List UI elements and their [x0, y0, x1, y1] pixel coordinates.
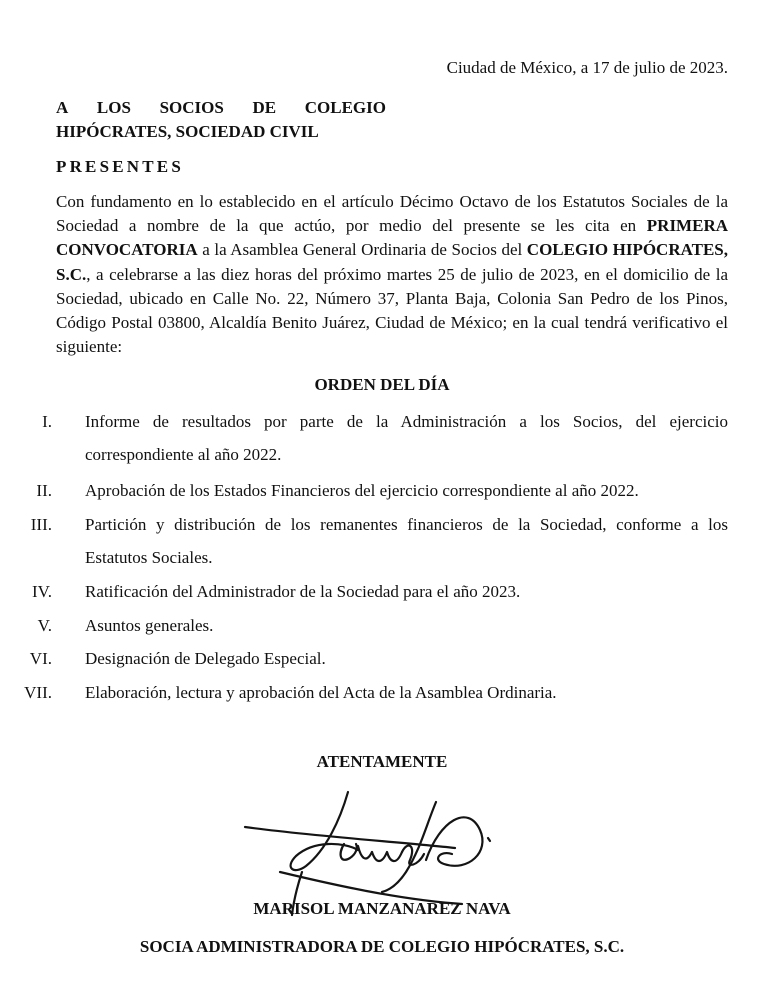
body-text-1: Con fundamento en lo establecido en el artículo Décimo Octavo de los Estatutos Sociales de la Sociedad a nombre de la que actúo, por medio del presente se les cita en — [56, 192, 728, 236]
agenda-item-number: V. — [37, 616, 52, 635]
addressee-word: COLEGIO — [304, 98, 386, 117]
agenda-title: ORDEN DEL DÍA — [314, 375, 450, 394]
agenda-item-text: Partición y distribución de los remanentes financieros de la Sociedad, conforme a los Estatutos Sociales. — [85, 515, 728, 567]
agenda-item-text: Elaboración, lectura y aprobación del Acta de la Asamblea Ordinaria. — [85, 683, 557, 702]
date-line: Ciudad de México, a 17 de julio de 2023. — [446, 58, 728, 77]
body-bold-convocatoria: PRIMERA CONVOCATORIA — [56, 216, 728, 260]
addressee-word: LOS — [96, 98, 131, 117]
body-text-2: a la Asamblea General Ordinaria de Socios del — [197, 240, 527, 260]
closing-atentamente: ATENTAMENTE — [316, 752, 448, 771]
agenda-item-number: VII. — [24, 683, 52, 702]
addressee-word: DE — [252, 98, 277, 117]
agenda-item-number: IV. — [32, 582, 52, 601]
addressee-line-1 — [56, 96, 386, 120]
body-bold-colegio: COLEGIO HIPÓCRATES, S.C. — [56, 240, 729, 284]
agenda-item-number: VI. — [29, 649, 52, 668]
agenda-item-text: Designación de Delegado Especial. — [85, 649, 326, 668]
addressee-word: SOCIOS — [159, 98, 224, 117]
addressee-block — [56, 96, 386, 144]
body-text-3: , a celebrarse a las diez horas del próximo martes 25 de julio de 2023, en el domicilio de la Sociedad, ubicado en Calle No. 22, Número 37, Planta Baja, Colonia San Pedro de los Pinos, Código Postal 03800, Alcaldía Benito Juárez, Ciudad de México; en la cual tendrá verificativo el siguiente: — [56, 264, 728, 357]
signer-role: SOCIA ADMINISTRADORA DE COLEGIO HIPÓCRATES, S.C. — [139, 937, 625, 956]
agenda-item-number: I. — [42, 412, 52, 431]
agenda-item-text: Informe de resultados por parte de la Administración a los Socios, del ejercicio correspondiente al año 2022. — [85, 412, 728, 464]
agenda-item-text: Aprobación de los Estados Financieros del ejercicio correspondiente al año 2022. — [85, 481, 639, 500]
agenda-item-number: III. — [30, 515, 52, 534]
agenda-item-text: Ratificación del Administrador de la Sociedad para el año 2023. — [85, 582, 521, 601]
agenda-item-text: Asuntos generales. — [85, 616, 214, 635]
signer-name: MARISOL MANZANAREZ NAVA — [253, 899, 511, 918]
addressee-word: A — [56, 98, 69, 117]
salutation: PRESENTES — [56, 157, 185, 176]
addressee-line-2: HIPÓCRATES, SOCIEDAD CIVIL — [56, 122, 319, 141]
body-paragraph — [56, 190, 728, 359]
agenda-item-number: II. — [36, 481, 52, 500]
